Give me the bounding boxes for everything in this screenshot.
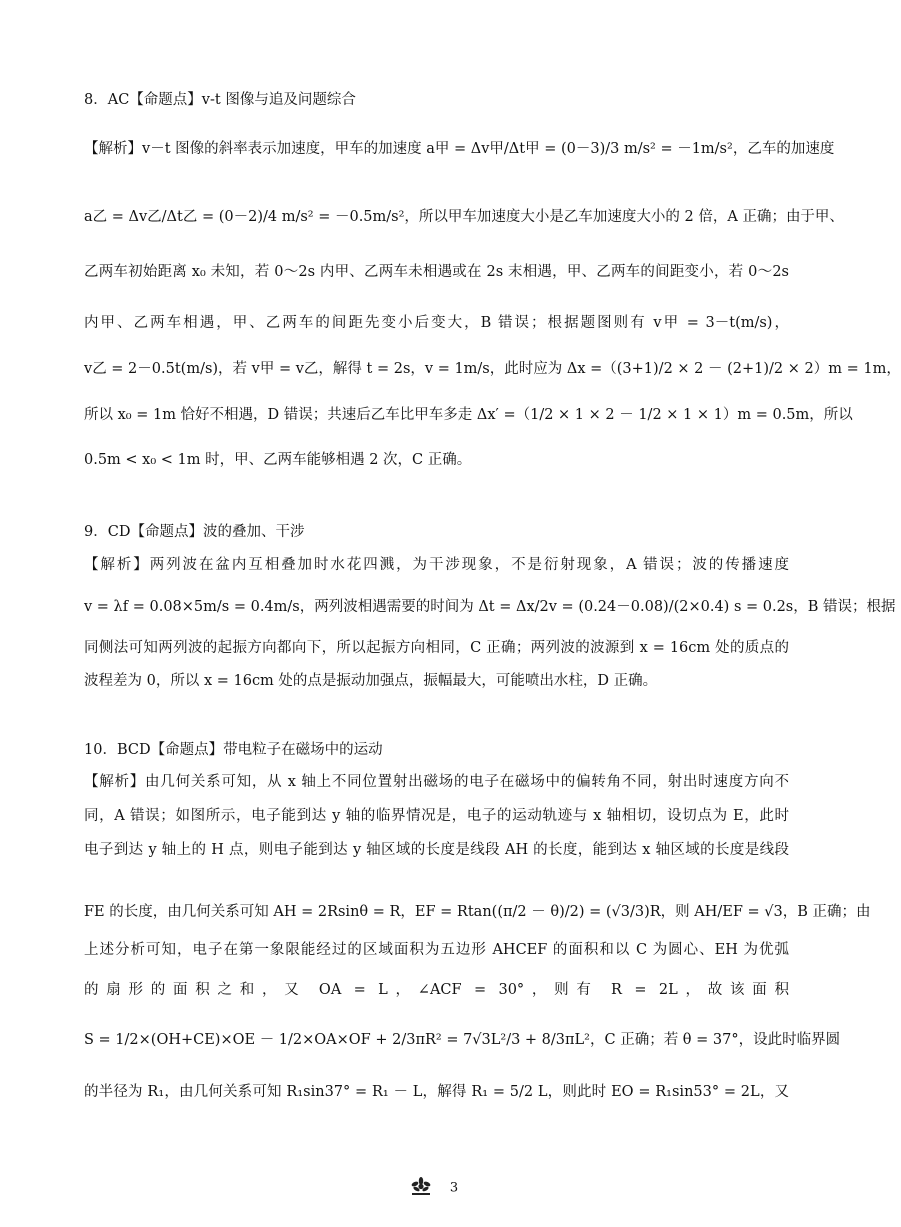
q9-line: 【解析】两列波在盆内互相叠加时水花四溅，为干涉现象，不是衍射现象，A 错误；波的传播速度	[84, 557, 789, 573]
q10-line: 上述分析可知，电子在第一象限能经过的区域面积为五边形 AHCEF 的面积和以 C 为圆心、EH 为优弧	[84, 942, 789, 958]
q9-line: v = λf = 0.08×5m/s = 0.4m/s，两列波相遇需要的时间为 Δt = Δx/2v = (0.24－0.08)/(2×0.4) s = 0.2s，B 错误；根据	[84, 599, 896, 615]
q9-line: 同侧法可知两列波的起振方向都向下，所以起振方向相同，C 正确；两列波的波源到 x = 16cm 处的质点的	[84, 640, 789, 656]
q10-line: 同，A 错误；如图所示，电子能到达 y 轴的临界情况是，电子的运动轨迹与 x 轴相切，设切点为 E，此时	[84, 808, 789, 824]
q10-line: 的扇形的面积之和，又 OA = L，∠ACF = 30°，则有 R = 2L，故该面积	[84, 982, 789, 998]
q10-line: 【解析】由几何关系可知，从 x 轴上不同位置射出磁场的电子在磁场中的偏转角不同，射出时速度方向不	[84, 774, 789, 790]
q10-line: 的半径为 R₁，由几何关系可知 R₁sin37° = R₁ － L，解得 R₁ = 5/2 L，则此时 EO = R₁sin53° = 2L，又	[84, 1084, 789, 1100]
flower-logo-icon	[410, 1176, 432, 1200]
q9-heading: 9．CD【命题点】波的叠加、干涉	[84, 524, 305, 540]
q9-line: 波程差为 0，所以 x = 16cm 处的点是振动加强点，振幅最大，可能喷出水柱，D 正确。	[84, 673, 658, 689]
q8-heading: 8．AC【命题点】v-t 图像与追及问题综合	[84, 92, 356, 108]
page-footer	[0, 1176, 868, 1200]
q8-line: a乙 = Δv乙/Δt乙 = (0－2)/4 m/s² = －0.5m/s²，所以甲车加速度大小是乙车加速度大小的 2 倍，A 正确；由于甲、	[84, 209, 844, 225]
q8-line: v乙 = 2－0.5t(m/s)，若 v甲 = v乙，解得 t = 2s，v = 1m/s，此时应为 Δx =（(3+1)/2 × 2 － (2+1)/2 × 2）m = 1m，	[84, 361, 901, 377]
q10-heading: 10．BCD【命题点】带电粒子在磁场中的运动	[84, 742, 383, 758]
q10-line: 电子到达 y 轴上的 H 点，则电子能到达 y 轴区域的长度是线段 AH 的长度，能到达 x 轴区域的长度是线段	[84, 842, 789, 858]
q8-line: 【解析】v－t 图像的斜率表示加速度，甲车的加速度 a甲 = Δv甲/Δt甲 = (0－3)/3 m/s² = －1m/s²，乙车的加速度	[84, 141, 835, 157]
q8-line: 内甲、乙两车相遇，甲、乙两车的间距先变小后变大，B 错误；根据题图则有 v甲 = 3－t(m/s)，	[84, 315, 789, 331]
q8-line: 乙两车初始距离 x₀ 未知，若 0～2s 内甲、乙两车未相遇或在 2s 末相遇，甲、乙两车的间距变小，若 0～2s	[84, 264, 789, 280]
page-number: 3	[449, 1180, 459, 1196]
q8-line: 0.5m < x₀ < 1m 时，甲、乙两车能够相遇 2 次，C 正确。	[84, 452, 472, 468]
q10-line: S = 1/2×(OH+CE)×OE － 1/2×OA×OF + 2/3πR² = 7√3L²/3 + 8/3πL²，C 正确；若 θ = 37°，设此时临界圆	[84, 1032, 841, 1048]
q10-line: FE 的长度，由几何关系可知 AH = 2Rsinθ = R，EF = Rtan((π/2 － θ)/2) = (√3/3)R，则 AH/EF = √3，B 正确；由	[84, 904, 871, 920]
q8-line: 所以 x₀ = 1m 恰好不相遇，D 错误；共速后乙车比甲车多走 Δx′ =（1/2 × 1 × 2 － 1/2 × 1 × 1）m = 0.5m，所以	[84, 407, 853, 423]
